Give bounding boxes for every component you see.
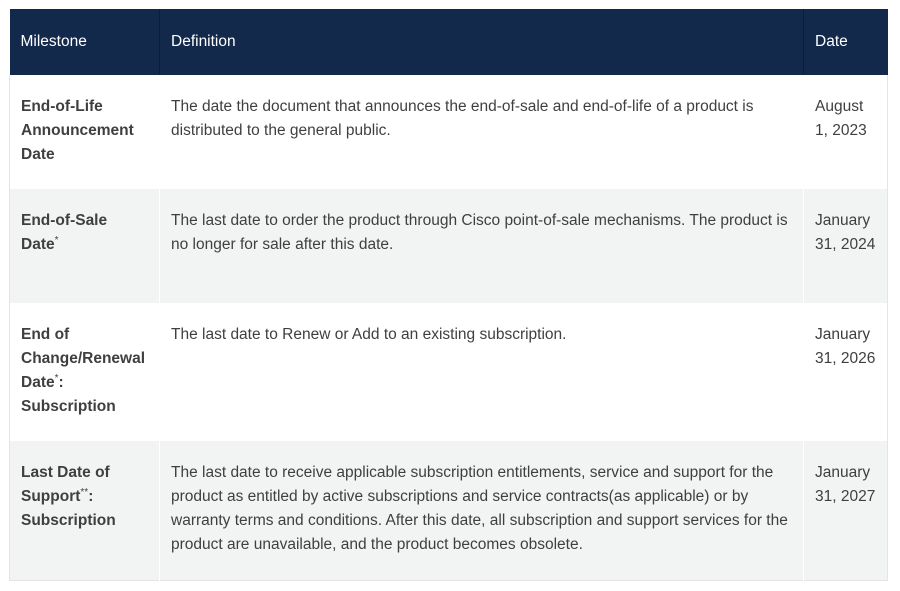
milestone-name: End-of-Sale Date (21, 212, 108, 253)
date-cell: January 31, 2027 (804, 441, 888, 581)
definition-cell: The last date to receive applicable subscription entitlements, service and support for the product as entitled by active subscriptions and service contracts(as applicable) or by warranty terms and conditions. After this date, all subscription and support services for the product are unavailable, and the product becomes obsolete. (160, 441, 804, 581)
definition-cell: The date the document that announces the end-of-sale and end-of-life of a product is distributed to the general public. (160, 75, 804, 189)
date-cell: August 1, 2023 (804, 75, 888, 189)
milestone-name: End-of-Life Announcement Date (21, 98, 134, 163)
table-row (10, 303, 888, 441)
definition-cell: The last date to Renew or Add to an existing subscription. (160, 303, 804, 441)
milestone-table (9, 9, 888, 581)
footnote-marker: * (54, 373, 59, 384)
table-row (10, 75, 888, 189)
milestone-name: Last Date of Support (21, 464, 110, 505)
milestone-name: End of Change/Renewal Date (21, 326, 146, 391)
table-row (10, 441, 888, 581)
date-cell: January 31, 2026 (804, 303, 888, 441)
milestone-cell (10, 75, 160, 189)
definition-column-header: Definition (160, 9, 804, 75)
milestone-column-header: Milestone (10, 9, 160, 75)
milestone-cell (10, 189, 160, 303)
milestone-cell (10, 303, 160, 441)
milestone-suffix: : Subscription (21, 488, 116, 529)
header-row (10, 9, 888, 75)
table-row (10, 189, 888, 303)
footnote-marker: ** (80, 487, 89, 498)
date-cell: January 31, 2024 (804, 189, 888, 303)
definition-cell: The last date to order the product through Cisco point-of-sale mechanisms. The product is no longer for sale after this date. (160, 189, 804, 303)
date-column-header: Date (804, 9, 888, 75)
footnote-marker: * (54, 235, 59, 246)
table-body (10, 75, 888, 581)
milestone-suffix: : Subscription (21, 374, 116, 415)
milestone-cell (10, 441, 160, 581)
table-header (10, 9, 888, 75)
